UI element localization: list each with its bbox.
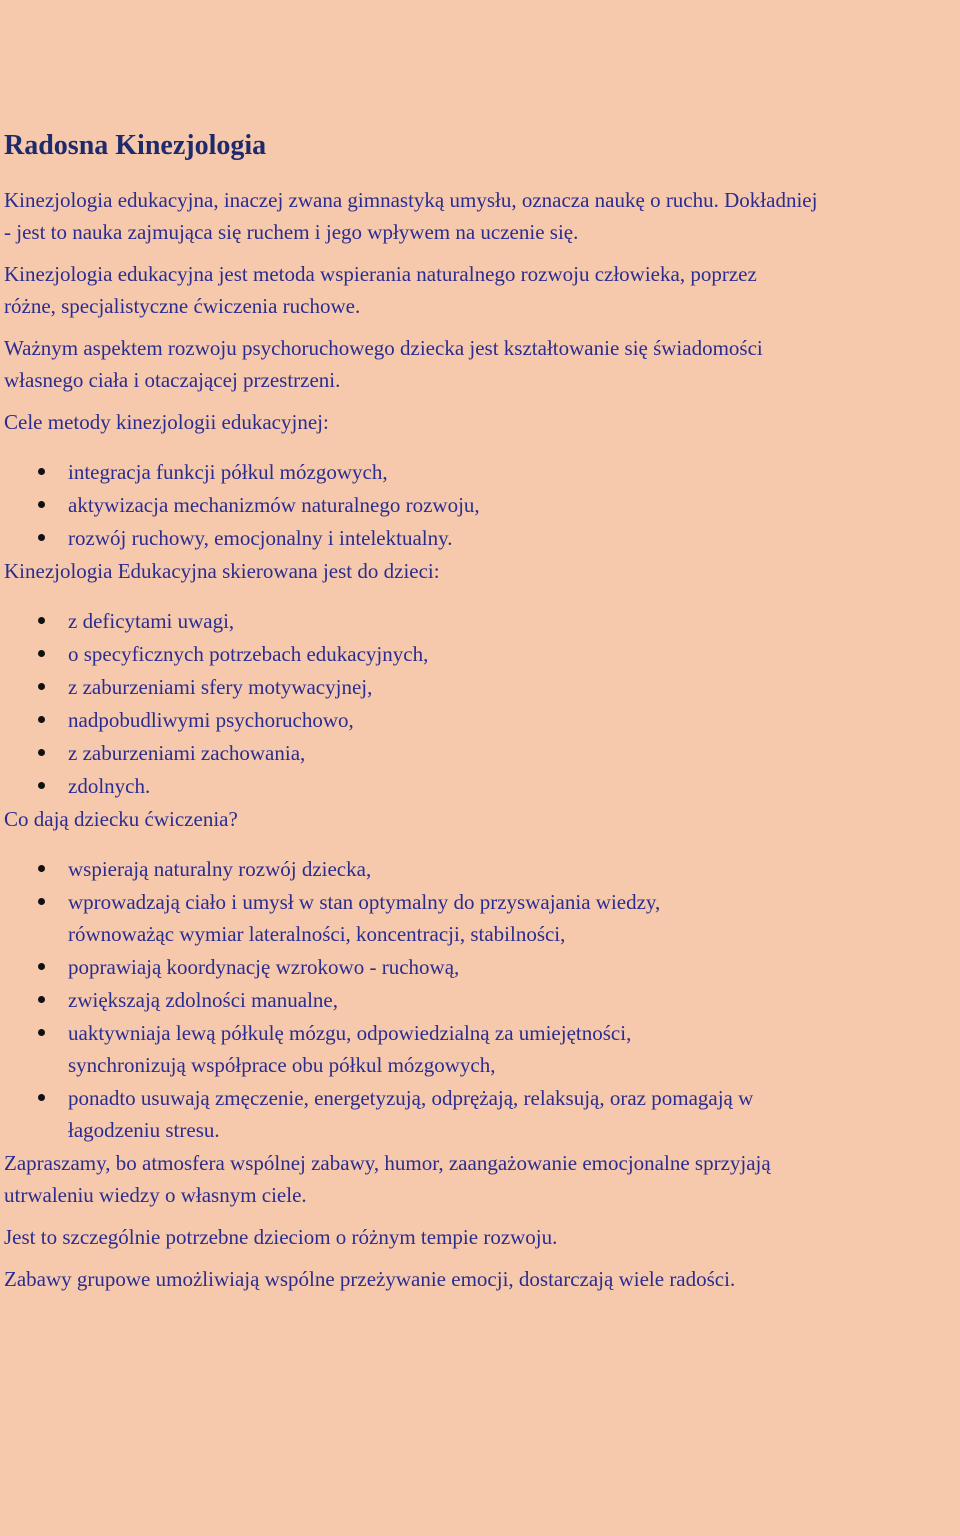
bullet-icon xyxy=(38,749,45,756)
list-item: o specyficznych potrzebach edukacyjnych, xyxy=(4,638,944,670)
closing-paragraph-1: Zapraszamy, bo atmosfera wspólnej zabawy, humor, zaangażowanie emocjonalne sprzyjają utrwaleniu wiedzy o własnym ciele. xyxy=(4,1151,771,1207)
closing-paragraph-3: Zabawy grupowe umożliwiają wspólne przeżywanie emocji, dostarczają wiele radości. xyxy=(4,1267,736,1291)
bullet-icon xyxy=(38,716,45,723)
list-item: uaktywniaja lewą półkulę mózgu, odpowiedzialną za umiejętności, synchronizują współprace obu półkul mózgowych, xyxy=(4,1017,713,1081)
goals-list xyxy=(4,456,944,554)
intro-paragraph-3: Ważnym aspektem rozwoju psychoruchowego dziecka jest kształtowanie się świadomości własnego ciała i otaczającej przestrzeni. xyxy=(4,336,763,392)
list-item: z deficytami uwagi, xyxy=(4,605,944,637)
benefits-heading: Co dają dziecku ćwiczenia? xyxy=(4,807,238,831)
list-item: ponadto usuwają zmęczenie, energetyzują, odprężają, relaksują, oraz pomagają w łagodzeniu stresu. xyxy=(4,1082,828,1146)
closing-paragraph-2: Jest to szczególnie potrzebne dzieciom o różnym tempie rozwoju. xyxy=(4,1225,558,1249)
intro-paragraph-2: Kinezjologia edukacyjna jest metoda wspierania naturalnego rozwoju człowieka, poprzez różne, specjalistyczne ćwiczenia ruchowe. xyxy=(4,262,757,318)
intro-paragraph-1: Kinezjologia edukacyjna, inaczej zwana gimnastyką umysłu, oznacza naukę o ruchu. Dokładniej - jest to nauka zajmująca się ruchem i jego wpływem na uczenie się. xyxy=(4,188,818,244)
list-item: wspierają naturalny rozwój dziecka, xyxy=(4,853,944,885)
list-item: rozwój ruchowy, emocjonalny i intelektualny. xyxy=(4,522,944,554)
page-title: Radosna Kinezjologia xyxy=(4,130,267,161)
list-item: wprowadzają ciało i umysł w stan optymalny do przyswajania wiedzy, równoważąc wymiar lateralności, koncentracji, stabilności, xyxy=(4,886,748,950)
bullet-icon xyxy=(38,865,45,872)
bullet-icon xyxy=(38,996,45,1003)
bullet-icon xyxy=(38,1029,45,1036)
list-item: nadpobudliwymi psychoruchowo, xyxy=(4,704,944,736)
list-item: poprawiają koordynację wzrokowo - ruchową, xyxy=(4,951,944,983)
list-item: zwiększają zdolności manualne, xyxy=(4,984,944,1016)
bullet-icon xyxy=(38,534,45,541)
list-item: zdolnych. xyxy=(4,770,944,802)
list-item: aktywizacja mechanizmów naturalnego rozwoju, xyxy=(4,489,944,521)
bullet-icon xyxy=(38,683,45,690)
bullet-icon xyxy=(38,1094,45,1101)
targets-heading: Kinezjologia Edukacyjna skierowana jest do dzieci: xyxy=(4,559,440,583)
targets-list xyxy=(4,605,944,802)
bullet-icon xyxy=(38,898,45,905)
bullet-icon xyxy=(38,782,45,789)
list-item: z zaburzeniami sfery motywacyjnej, xyxy=(4,671,944,703)
benefits-list xyxy=(4,853,944,1146)
bullet-icon xyxy=(38,963,45,970)
list-item: integracja funkcji półkul mózgowych, xyxy=(4,456,944,488)
bullet-icon xyxy=(38,617,45,624)
bullet-icon xyxy=(38,501,45,508)
document-body xyxy=(4,126,944,1305)
bullet-icon xyxy=(38,650,45,657)
goals-heading: Cele metody kinezjologii edukacyjnej: xyxy=(4,410,329,434)
list-item: z zaburzeniami zachowania, xyxy=(4,737,944,769)
bullet-icon xyxy=(38,468,45,475)
